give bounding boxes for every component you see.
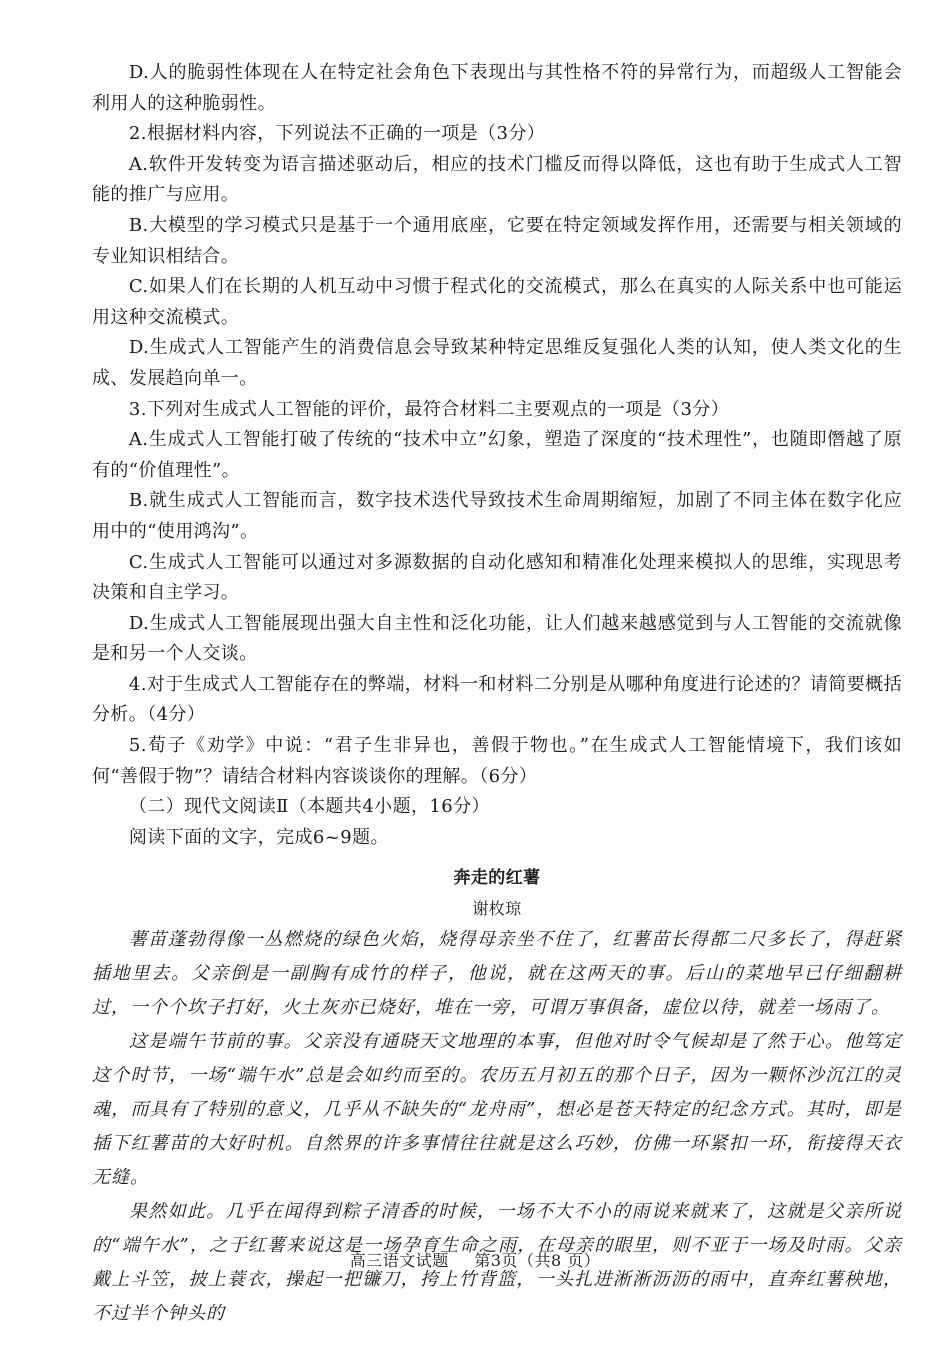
story-author: 谢枚琼	[472, 899, 522, 919]
story-paragraph: 这是端午节前的事。父亲没有通晓天文地理的本事，但他对时令气候却是了然于心。他笃定这个时节，一场“端午水”总是会如约而至的。农历五月初五的那个日子，因为一颗怀沙沉江的灵魂，而具有了特别的意义，几乎从不缺失的“龙舟雨”，想必是苍天特定的纪念方式。其时，即是插下红薯苗的大好时机。自然界的许多事情往往就是这么巧妙，仿佛一环紧扣一环，衔接得天衣无缝。	[92, 1031, 902, 1189]
q3-option-a: A.生成式人工智能打破了传统的“技术中立”幻象，塑造了深度的“技术理性”，也随即僭越了原有的“价值理性”。	[92, 429, 902, 481]
q1-option-d: D.人的脆弱性体现在人在特定社会角色下表现出与其性格不符的异常行为，而超级人工智能会利用人的这种脆弱性。	[92, 62, 902, 114]
footer-page-number: 第3页（共8 页）	[474, 1251, 601, 1270]
q2-stem: 2.根据材料内容，下列说法不正确的一项是（3分）	[128, 123, 546, 145]
q3-option-d: D.生成式人工智能展现出强大自主性和泛化功能，让人们越来越感觉到与人工智能的交流就像是和另一个人交谈。	[92, 612, 902, 665]
q3-stem: 3.下列对生成式人工智能的评价，最符合材料二主要观点的一项是（3分）	[128, 398, 730, 420]
exam-body	[92, 58, 902, 1331]
page-footer	[0, 1248, 950, 1271]
q2-option-b: B.大模型的学习模式只是基于一个通用底座，它要在特定领域发挥作用，还需要与相关领域的专业知识相结合。	[92, 214, 902, 267]
story-paragraph: 果然如此。几乎在闻得到粽子清香的时候，一场不大不小的雨说来就来了，这就是父亲所说的“端午水”，之于红薯来说这是一场孕育生命之雨，在母亲的眼里，则不亚于一场及时雨。父亲戴上斗笠，披上蓑衣，操起一把镰刀，挎上竹背篮，一头扎进淅淅沥沥的雨中，直奔红薯秧地，不过半个钟头的	[92, 1201, 902, 1325]
q3-option-c: C.生成式人工智能可以通过对多源数据的自动化感知和精准化处理来模拟人的思维，实现思考决策和自主学习。	[92, 551, 902, 604]
footer-subject: 高三语文试题	[349, 1251, 449, 1270]
reading-instruction: 阅读下面的文字，完成6~9题。	[128, 826, 389, 848]
q5-stem: 5.荀子《劝学》中说：“君子生非异也，善假于物也。”在生成式人工智能情境下，我们该如何“善假于物”？请结合材料内容谈谈你的理解。（6分）	[92, 735, 902, 787]
story-paragraph: 薯苗蓬勃得像一丛燃烧的绿色火焰，烧得母亲坐不住了，红薯苗长得都二尺多长了，得赶紧插地里去。父亲倒是一副胸有成竹的样子，他说，就在这两天的事。后山的菜地早已仔细翻耕过，一个个坎子打好，火土灰亦已烧好，堆在一旁，可谓万事俱备，虚位以待，就差一场雨了。	[92, 929, 902, 1019]
story-title: 奔走的红薯	[453, 868, 541, 889]
q2-option-d: D.生成式人工智能产生的消费信息会导致某种特定思维反复强化人类的认知，使人类文化的生成、发展趋向单一。	[92, 337, 902, 389]
q2-option-c: C.如果人们在长期的人机互动中习惯于程式化的交流模式，那么在真实的人际关系中也可能运用这种交流模式。	[92, 276, 902, 328]
section-heading: （二）现代文阅读Ⅱ（本题共4小题，16分）	[128, 796, 490, 818]
q2-option-a: A.软件开发转变为语言描述驱动后，相应的技术门槛反而得以降低，这也有助于生成式人工智能的推广与应用。	[92, 153, 902, 206]
q3-option-b: B.就生成式人工智能而言，数字技术迭代导致技术生命周期缩短，加剧了不同主体在数字化应用中的“使用鸿沟”。	[92, 490, 902, 542]
q4-stem: 4.对于生成式人工智能存在的弊端，材料一和材料二分别是从哪种角度进行论述的？请简要概括分析。（4分）	[92, 673, 902, 726]
